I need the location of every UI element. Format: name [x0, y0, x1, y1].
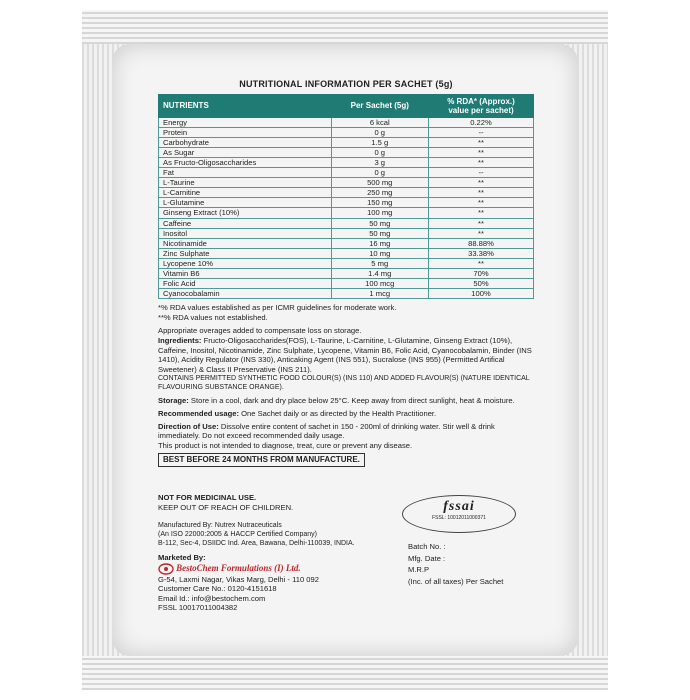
header-rda-line1: % RDA* (Approx.) [447, 96, 515, 106]
table-row [159, 188, 534, 198]
mfg-date: Mfg. Date : [408, 553, 446, 563]
usage-text: One Sachet daily or as directed by the Health Practitioner. [239, 409, 437, 419]
nutrient-rda: ** [429, 137, 534, 147]
direction [158, 422, 534, 441]
direction-text: Dissolve entire content of sachet in 150 - 200ml of drinking water. Stir well & drink immediately. Do not exceed recommended daily usage. [158, 421, 495, 441]
marketer-info [158, 553, 319, 613]
nutrient-name: As Fructo-Oligosaccharides [159, 157, 332, 167]
table-row [159, 248, 534, 258]
nutrient-rda: 0.22% [429, 117, 534, 127]
usage-label: Recommended usage: [158, 409, 240, 419]
nutrient-rda: ** [429, 198, 534, 208]
nutrient-name: Nicotinamide [159, 238, 332, 248]
nutrient-name: Folic Acid [159, 279, 332, 289]
nutrient-amount: 100 mg [331, 208, 429, 218]
batch-info [408, 541, 503, 587]
best-before-box: BEST BEFORE 24 MONTHS FROM MANUFACTURE. [158, 453, 365, 467]
table-row [159, 228, 534, 238]
header-rda [429, 94, 534, 117]
fssai-logo: fssai [443, 499, 475, 514]
nutrient-rda: -- [429, 127, 534, 137]
colour-note: CONTAINS PERMITTED SYNTHETIC FOOD COLOUR(S) (INS 110) AND ADDED FLAVOUR(S) (NATURE IDENTICAL FLAVOURING SUBSTANCE ORANGE). [158, 375, 530, 392]
marketer-address: G-54, Laxmi Nagar, Vikas Marg, Delhi - 110 092 [158, 574, 319, 584]
table-row [159, 198, 534, 208]
nutrient-rda: ** [429, 188, 534, 198]
usage [158, 409, 534, 419]
nutrient-rda: -- [429, 168, 534, 178]
rda-note: *% RDA values established as per ICMR guidelines for moderate work. [158, 303, 397, 313]
table-row [159, 147, 534, 157]
nutrient-amount: 0 g [331, 127, 429, 137]
table-row [159, 208, 534, 218]
nutrient-amount: 50 mg [331, 218, 429, 228]
nutrient-amount: 1 mcg [331, 289, 429, 299]
nutrient-name: Zinc Sulphate [159, 248, 332, 258]
mrp-taxes: (Inc. of all taxes) Per Sachet [408, 576, 504, 586]
table-row [159, 279, 534, 289]
ingredients-text: Fructo-Oligosaccharides(FOS), L-Taurine, L-Carnitine, L-Glutamine, Ginseng Extract (10%), Caffeine, Inositol, Nicotinamide, Zinc Sulphate, Lycopene, Vitamin B6, Folic Acid, Cyanocobalamin, Binder (INS 1410), Acidity Regulator (INS 330), Anticaking Agent (INS 551), Sucralose (INS 955) (Permitted Artifical Sweetener) & Class II Preservative (INS 211). [158, 336, 532, 374]
nutrient-name: L-Glutamine [159, 198, 332, 208]
table-row [159, 238, 534, 248]
nutrient-rda: ** [429, 258, 534, 268]
table-row [159, 157, 534, 167]
nutrient-name: Inositol [159, 228, 332, 238]
ingredients [158, 336, 534, 374]
sachet-bottom-seal [82, 656, 608, 690]
fssai-number: FSSL: 10012011000371 [432, 515, 486, 521]
bestochem-logo-icon [158, 563, 174, 575]
disclaimer: This product is not intended to diagnose, treat, cure or prevent any disease. [158, 440, 413, 450]
nutrient-name: Cyanocobalamin [159, 289, 332, 299]
nutrient-amount: 150 mg [331, 198, 429, 208]
mrp: M.R.P [408, 565, 430, 574]
table-row [159, 218, 534, 228]
table-row [159, 258, 534, 268]
keep-out: KEEP OUT OF REACH OF CHILDREN. [158, 502, 294, 512]
nutrient-rda: 33.38% [429, 248, 534, 258]
storage [158, 396, 534, 406]
table-row [159, 117, 534, 127]
nutrient-name: Carbohydrate [159, 137, 332, 147]
manufacturer-info [158, 521, 355, 548]
marketer-label: Marketed By: [158, 553, 206, 562]
nutrition-panel [158, 80, 534, 467]
nutrient-amount: 10 mg [331, 248, 429, 258]
nutrient-name: Protein [159, 127, 332, 137]
nutrient-name: Fat [159, 168, 332, 178]
table-row [159, 137, 534, 147]
nutrient-amount: 0 g [331, 168, 429, 178]
overages-note: Appropriate overages added to compensate loss on storage. [158, 326, 362, 336]
nutrient-name: L-Taurine [159, 178, 332, 188]
storage-text: Store in a cool, dark and dry place below 25°C. Keep away from direct sunlight, heat & moisture. [188, 396, 515, 406]
customer-care: Customer Care No.: 0120-4151618 [158, 584, 277, 594]
nutrient-rda: ** [429, 228, 534, 238]
nutrient-amount: 500 mg [331, 178, 429, 188]
table-row [159, 168, 534, 178]
header-rda-line2: value per sachet) [448, 105, 514, 115]
nutrient-rda: 88.88% [429, 238, 534, 248]
marketer-name: BestoChem Formulations (I) Ltd. [176, 562, 301, 573]
nutrient-amount: 3 g [331, 157, 429, 167]
nutrient-name: Energy [159, 117, 332, 127]
header-nutrients: NUTRIENTS [159, 94, 332, 117]
nutrient-rda: ** [429, 157, 534, 167]
table-row [159, 289, 534, 299]
nutrient-rda: ** [429, 208, 534, 218]
manufacturer-line2: (An ISO 22000:2005 & HACCP Certified Company) [158, 531, 318, 538]
nutrient-name: As Sugar [159, 147, 332, 157]
nutrient-name: L-Carnitine [159, 188, 332, 198]
nutrient-amount: 1.4 mg [331, 269, 429, 279]
nutrient-rda: ** [429, 178, 534, 188]
table-row [159, 269, 534, 279]
nutrient-name: Lycopene 10% [159, 258, 332, 268]
nutrition-table-body [159, 117, 534, 299]
nutrient-amount: 100 mcg [331, 279, 429, 289]
nutrient-amount: 6 kcal [331, 117, 429, 127]
direction-label: Direction of Use: [158, 421, 219, 431]
nutrient-name: Ginseng Extract (10%) [159, 208, 332, 218]
nutrient-amount: 250 mg [331, 188, 429, 198]
footnotes [158, 303, 534, 467]
storage-label: Storage: [158, 396, 189, 406]
not-medicinal: NOT FOR MEDICINAL USE. [158, 493, 257, 502]
nutrient-amount: 5 mg [331, 258, 429, 268]
manufacturer-line3: B-112, Sec-4, DSIIDC Ind. Area, Bawana, Delhi-110039, INDIA. [158, 540, 355, 547]
nutrient-amount: 50 mg [331, 228, 429, 238]
marketer-name-row [158, 563, 319, 575]
nutrition-table [158, 94, 534, 300]
manufacturer-line1: Manufactured By: Nutrex Nutraceuticals [158, 522, 282, 529]
nutrient-amount: 1.5 g [331, 137, 429, 147]
nutrient-amount: 0 g [331, 147, 429, 157]
nutrition-table-header [159, 94, 534, 117]
nutrient-rda: ** [429, 147, 534, 157]
table-row [159, 127, 534, 137]
nutrient-name: Vitamin B6 [159, 269, 332, 279]
sachet-top-seal [82, 10, 608, 44]
fssai-logo-badge [402, 495, 516, 533]
nutrient-rda: 70% [429, 269, 534, 279]
fssl-number: FSSL 10017011004382 [158, 603, 238, 613]
nutrient-rda: ** [429, 218, 534, 228]
nutrient-name: Caffeine [159, 218, 332, 228]
not-established-note: **% RDA values not established. [158, 312, 268, 322]
warnings [158, 493, 293, 512]
header-per-sachet: Per Sachet (5g) [331, 94, 429, 117]
nutrient-rda: 100% [429, 289, 534, 299]
ingredients-label: Ingredients: [158, 336, 202, 346]
nutrition-title: NUTRITIONAL INFORMATION PER SACHET (5g) [239, 79, 453, 89]
nutrient-rda: 50% [429, 279, 534, 289]
email: Email Id.: info@bestochem.com [158, 593, 266, 603]
table-row [159, 178, 534, 188]
batch-no: Batch No. : [408, 542, 446, 551]
nutrient-amount: 16 mg [331, 238, 429, 248]
